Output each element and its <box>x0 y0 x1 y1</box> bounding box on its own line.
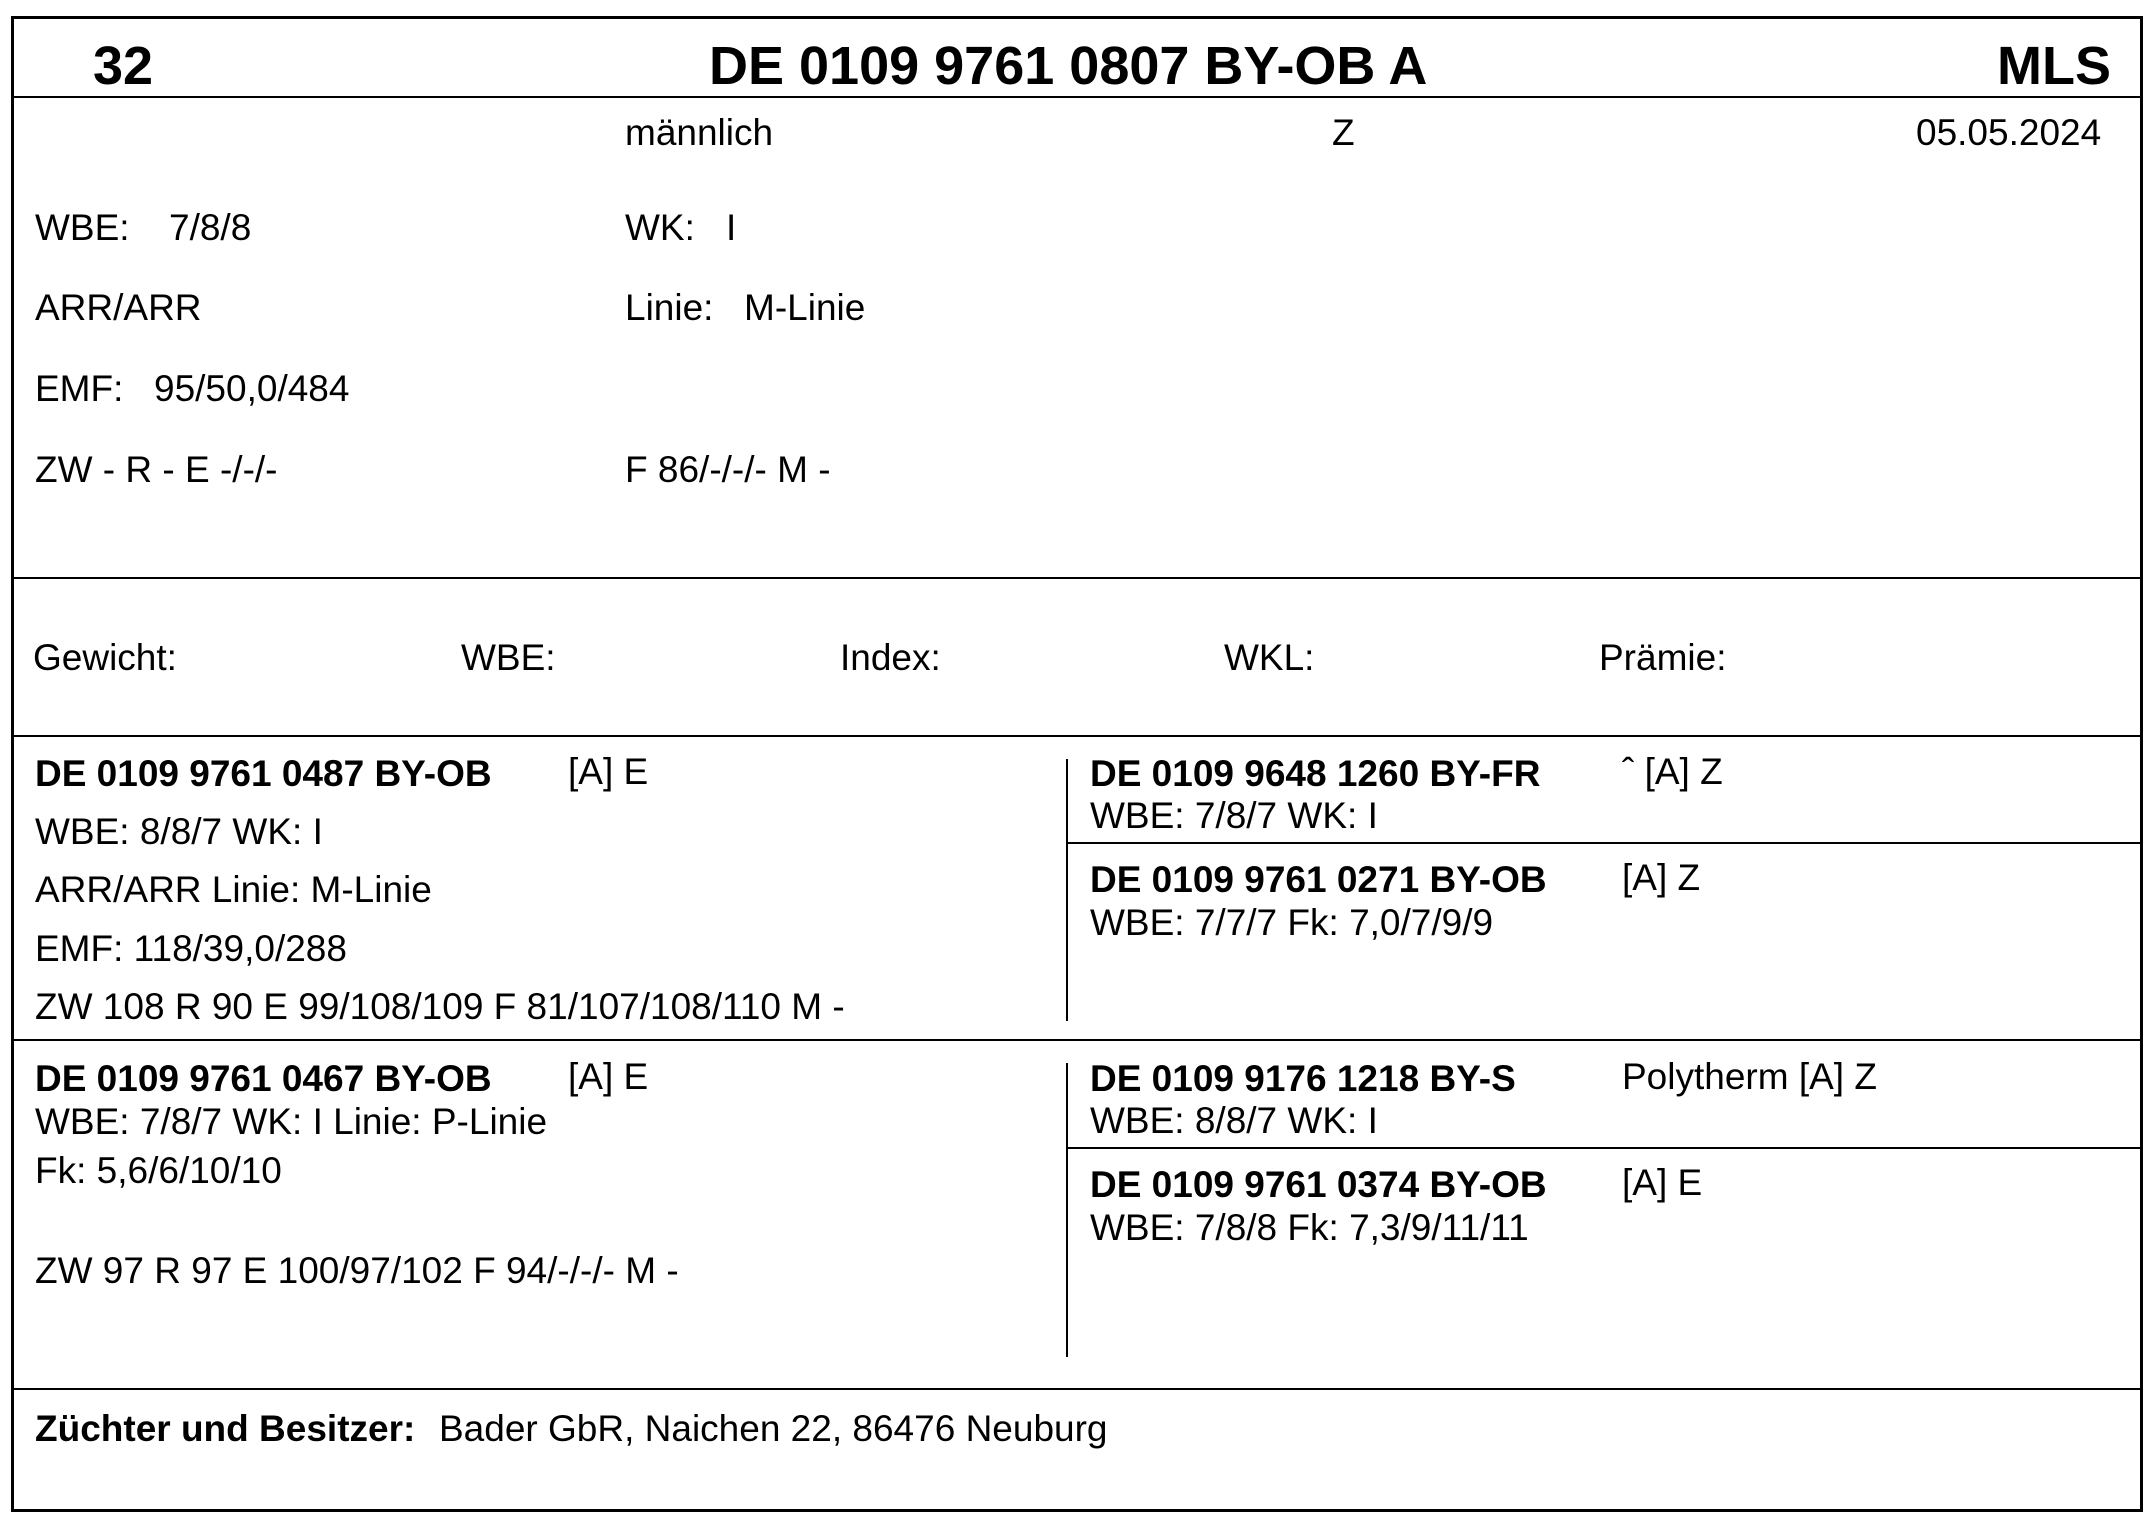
sire-dam-line: WBE: 7/7/7 Fk: 7,0/7/9/9 <box>1090 902 1494 943</box>
sex-value: männlich <box>625 112 774 153</box>
sire-column-divider <box>1066 759 1068 1021</box>
linie-label: Linie: <box>625 287 714 328</box>
dam-line2: Fk: 5,6/6/10/10 <box>35 1150 282 1191</box>
wbe-label: WBE: <box>35 207 130 248</box>
zw-line: ZW - R - E -/-/- <box>35 449 278 490</box>
pedigree-card <box>11 16 2143 1512</box>
sire-sire-tag: ˆ [A] Z <box>1622 751 1723 792</box>
sire-grandparent-divider <box>1066 842 2140 844</box>
index-label: Index: <box>840 637 941 678</box>
sire-sire-id: DE 0109 9648 1260 BY-FR <box>1090 753 1541 794</box>
catalog-number: 32 <box>93 36 154 96</box>
animal-id: DE 0109 9761 0807 BY-OB A <box>709 36 1428 96</box>
eval-divider <box>14 735 2140 737</box>
praemie-label: Prämie: <box>1599 637 1727 678</box>
footer-divider <box>14 1388 2140 1390</box>
parents-divider <box>14 1039 2140 1041</box>
sire-line4: ZW 108 R 90 E 99/108/109 F 81/107/108/110 M - <box>35 986 845 1027</box>
birth-date: 05.05.2024 <box>1916 112 2102 153</box>
dam-sire-id: DE 0109 9176 1218 BY-S <box>1090 1058 1516 1099</box>
sire-line2: ARR/ARR Linie: M-Linie <box>35 869 432 910</box>
dam-sire-tag: Polytherm [A] Z <box>1622 1056 1877 1097</box>
breed-code: MLS <box>1997 36 2111 96</box>
dam-dam-line: WBE: 7/8/8 Fk: 7,3/9/11/11 <box>1090 1207 1529 1248</box>
linie-value: M-Linie <box>744 287 866 328</box>
sire-line1: WBE: 8/8/7 WK: I <box>35 811 323 852</box>
gewicht-label: Gewicht: <box>33 637 177 678</box>
sire-id: DE 0109 9761 0487 BY-OB <box>35 753 492 794</box>
sire-sire-line: WBE: 7/8/7 WK: I <box>1090 795 1378 836</box>
eval-wbe-label: WBE: <box>461 637 556 678</box>
sire-dam-id: DE 0109 9761 0271 BY-OB <box>1090 859 1547 900</box>
dam-line3: ZW 97 R 97 E 100/97/102 F 94/-/-/- M - <box>35 1250 679 1291</box>
dam-grandparent-divider <box>1066 1147 2140 1149</box>
wk-label: WK: <box>625 207 695 248</box>
emf-value: 95/50,0/484 <box>154 368 350 409</box>
dam-tag: [A] E <box>568 1056 649 1097</box>
dam-dam-tag: [A] E <box>1622 1162 1703 1203</box>
arr-value: ARR/ARR <box>35 287 202 328</box>
info-divider <box>14 577 2140 579</box>
dam-sire-line: WBE: 8/8/7 WK: I <box>1090 1100 1378 1141</box>
wkl-label: WKL: <box>1224 637 1315 678</box>
f-line: F 86/-/-/- M - <box>625 449 831 490</box>
wbe-value: 7/8/8 <box>169 207 252 248</box>
dam-line1: WBE: 7/8/7 WK: I Linie: P-Linie <box>35 1101 548 1142</box>
dam-id: DE 0109 9761 0467 BY-OB <box>35 1058 492 1099</box>
sire-dam-tag: [A] Z <box>1622 857 1701 898</box>
header-divider <box>14 96 2140 98</box>
breeder-owner-label: Züchter und Besitzer: <box>35 1408 416 1449</box>
sire-tag: [A] E <box>568 751 649 792</box>
dam-dam-id: DE 0109 9761 0374 BY-OB <box>1090 1164 1547 1205</box>
emf-label: EMF: <box>35 368 124 409</box>
breeder-owner-value: Bader GbR, Naichen 22, 86476 Neuburg <box>439 1408 1108 1449</box>
code-value: Z <box>1332 112 1355 153</box>
dam-column-divider <box>1066 1063 1068 1357</box>
sire-line3: EMF: 118/39,0/288 <box>35 928 347 969</box>
wk-value: I <box>726 207 737 248</box>
